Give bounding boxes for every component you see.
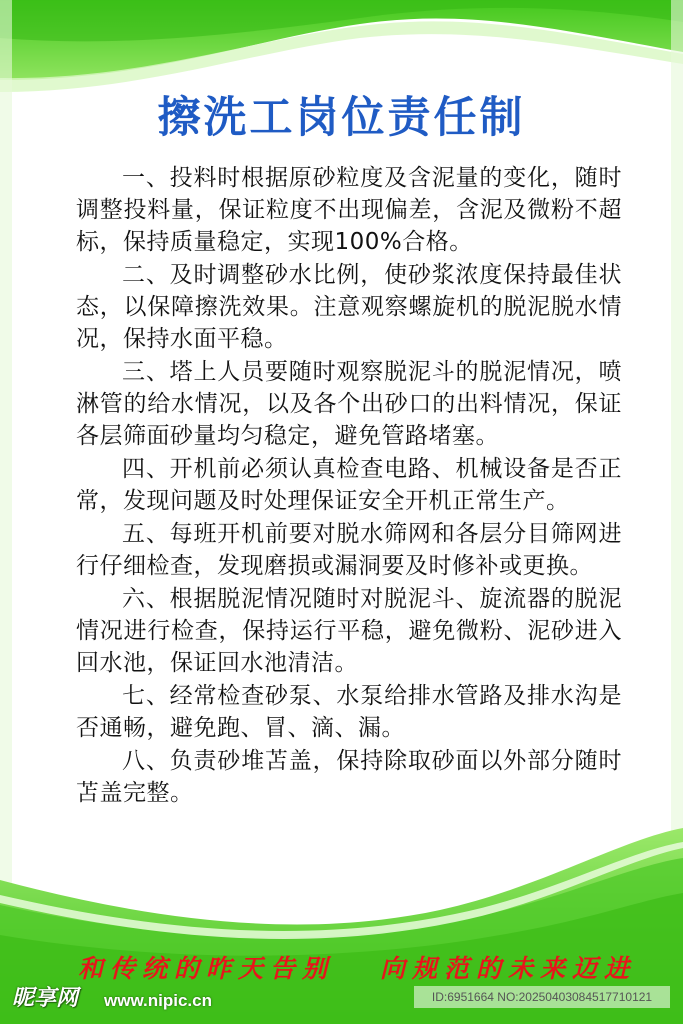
duty-list bbox=[76, 162, 622, 810]
duty-item-4: 四、开机前必须认真检查电路、机械设备是否正常，发现问题及时处理保证安全开机正常生产。 bbox=[76, 456, 622, 514]
slogan-right: 向规范的未来迈进 bbox=[380, 954, 637, 983]
watermark-logo: 昵享网 bbox=[12, 986, 79, 1011]
slogan-left: 和传统的昨天告别 bbox=[78, 954, 335, 983]
duty-item-8: 八、负责砂堆苫盖，保持除取砂面以外部分随时苫盖完整。 bbox=[76, 748, 622, 806]
duty-item-7: 七、经常检查砂泵、水泵给排水管路及排水沟是否通畅，避免跑、冒、滴、漏。 bbox=[76, 683, 622, 741]
duty-item-2: 二、及时调整砂水比例，使砂浆浓度保持最佳状态，以保障擦洗效果。注意观察螺旋机的脱泥脱水情况，保持水面平稳。 bbox=[76, 262, 622, 352]
duty-item-3: 三、塔上人员要随时观察脱泥斗的脱泥情况，喷淋管的给水情况，以及各个出砂口的出料情况，保证各层筛面砂量均匀稳定，避免管路堵塞。 bbox=[76, 359, 622, 449]
duty-item-5: 五、每班开机前要对脱水筛网和各层分目筛网进行仔细检查，发现磨损或漏洞要及时修补或更换。 bbox=[76, 521, 622, 579]
page-title: 擦洗工岗位责任制 bbox=[157, 93, 526, 143]
duty-item-1: 一、投料时根据原砂粒度及含泥量的变化，随时调整投料量，保证粒度不出现偏差，含泥及微粉不超标，保持质量稳定，实现100%合格。 bbox=[76, 165, 622, 255]
watermark-url: www.nipic.cn bbox=[104, 991, 212, 1010]
watermark-id: ID:6951664 NO:20250403084517710121 bbox=[414, 986, 670, 1008]
duty-item-6: 六、根据脱泥情况随时对脱泥斗、旋流器的脱泥情况进行检查，保持运行平稳，避免微粉、泥砂进入回水池，保证回水池清洁。 bbox=[76, 586, 622, 676]
